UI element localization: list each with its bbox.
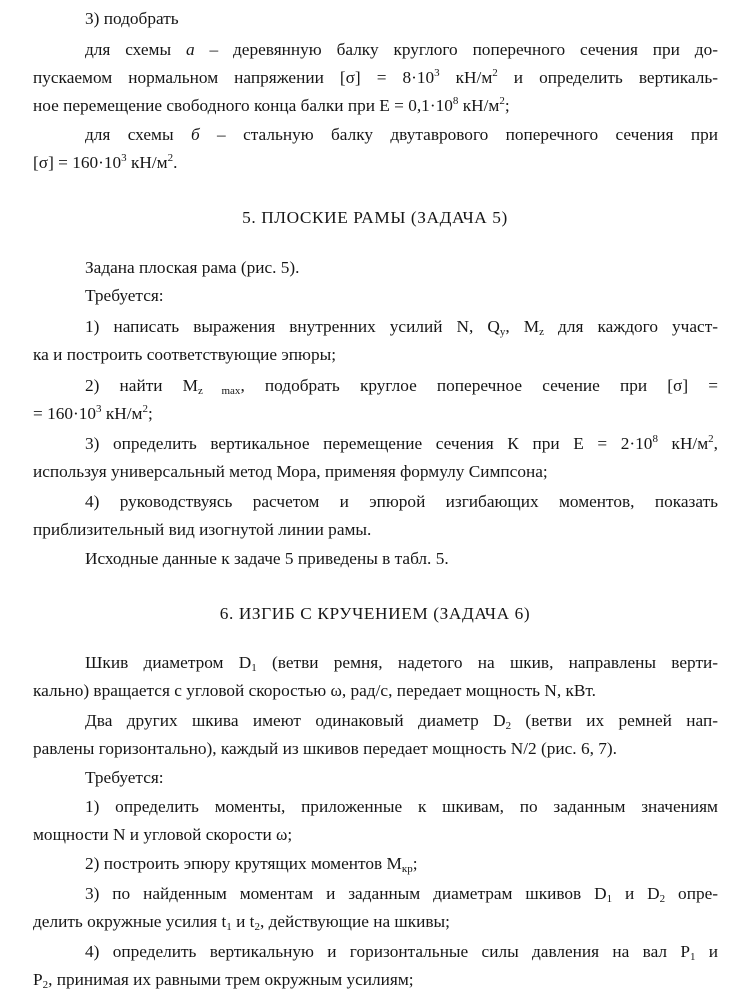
text-line: 1) написать выражения внутренних усилий N, $Q_y$, $M_z$ для каждого участ- [85,317,718,338]
text-line: Задана плоская рама (рис. 5). [85,258,300,277]
text-line: $[\sigma] = 160\cdot 10^3$ $кН/м^2$. [33,152,178,172]
text-line: используя универсальный метод Мора, применяя формулу Симпсона; [33,462,548,481]
text-line: 1) определить моменты, приложенные к шкивам, по заданным значениям [85,797,718,816]
section-heading: 6. ИЗГИБ С КРУЧЕНИЕМ (ЗАДАЧА 6) [219,604,531,623]
section-heading: 5. ПЛОСКИЕ РАМЫ (ЗАДАЧА 5) [242,208,508,227]
text-line: Исходные данные к задаче 5 приведены в табл. 5. [85,549,449,568]
text-line: 3) подобрать [85,9,179,28]
text-line: ка и построить соответствующие эпюры; [33,345,337,364]
text-line: ное перемещение свободного конца балки при $E = 0,1\cdot 10^8$ $кН/м^2$; [33,95,510,115]
text-line: $P_2$, принимая их равными трем окружным усилиям; [33,970,414,991]
text-line: делить окружные усилия $t_1$ и $t_2$, действующие на шкивы; [33,912,450,933]
text-line: 2) построить эпюру крутящих моментов $M_{кр}$; [85,854,418,875]
text-line: = $160\cdot 10^3$ $кН/м^2$; [33,403,153,423]
text-line: мощности N и угловой скорости ω; [33,825,293,844]
text-line: Требуется: [85,286,164,305]
text-line: 2) найти $M_{z max}$, подобрать круглое поперечное сечение при [σ] = [85,376,718,397]
text-line: 4) определить вертикальную и горизонтальные силы давления на вал $P_1$ и [85,942,718,963]
text-line: кально) вращается с угловой скоростью ω, рад/с, передает мощность N, кВт. [33,681,596,700]
text-line: для схемы а – деревянную балку круглого поперечного сечения при до- [85,40,718,59]
text-line: 3) по найденным моментам и заданным диаметрам шкивов $D_1$ и $D_2$ опре- [85,884,719,905]
text-line: равлены горизонтально), каждый из шкивов передает мощность N/2 (рис. 6, 7). [33,739,617,758]
text-line: Шкив диаметром $D_1$ (ветви ремня, надетого на шкив, направлены верти- [85,653,718,674]
text-line: 3) определить вертикальное перемещение сечения К при $E = 2\cdot 10^8$ $кН/м^2$, [85,433,718,453]
text-line: Требуется: [85,768,164,787]
text-line: приблизительный вид изогнутой линии рамы. [33,520,372,539]
text-line: пускаемом нормальном напряжении $[\sigma] = 8\cdot 10^3$ $кН/м^2$ и определить вертикаль- [33,67,718,87]
text-line: Два других шкива имеют одинаковый диаметр $D_2$ (ветви их ремней нап- [85,711,718,732]
text-line: 4) руководствуясь расчетом и эпюрой изгибающих моментов, показать [85,492,718,511]
text-line: для схемы б – стальную балку двутаврового поперечного сечения при [85,125,718,144]
